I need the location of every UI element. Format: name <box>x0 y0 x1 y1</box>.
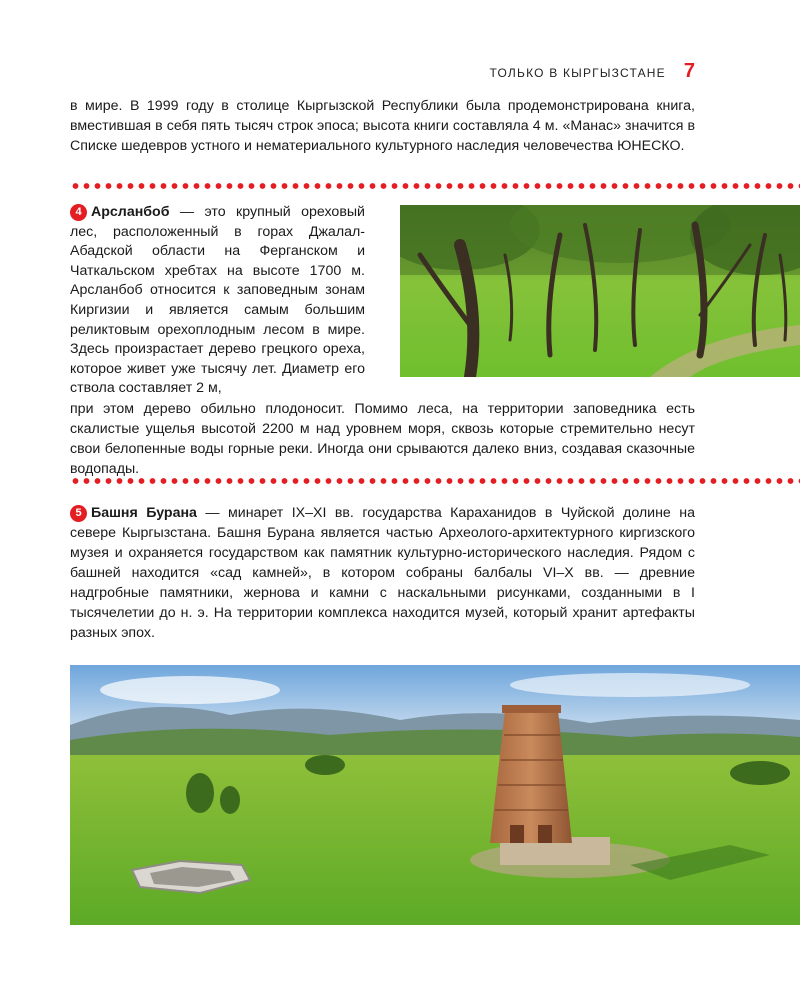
burana-tower-photo <box>70 665 800 925</box>
running-header-title: ТОЛЬКО В КЫРГЫЗСТАНЕ <box>489 66 666 80</box>
running-header <box>490 60 695 83</box>
section-5-paragraph <box>70 503 695 643</box>
section-4-continuation: при этом дерево обильно плодоносит. Помимо леса, на территории заповедника есть скалистые ущелья высотой 2200 м над уровнем моря, сквозь которые стремительно несут свои белопенные воды горные реки. Иногда они срываются далеко вниз, создавая сказочные водопады. <box>70 401 695 477</box>
section-5-text: — минарет IX–XI вв. государства Караханидов в Чуйской долине на севере Кыргызстана. Башня Бурана является частью Археолого-архитектурного киргизского музея и охраняется государством как памятник культурно-исторического наследия. Рядом с башней находится «сад камней», в котором собраны балбалы VI–X вв. — древние надгробные памятники, жернова и камни с наскальными рисунками, созданными в I тысячелетии до н. э. На территории комплекса находится музей, который хранит артефакты разных эпох. <box>70 505 695 641</box>
arslanbob-forest-photo <box>400 205 800 377</box>
intro-paragraph: в мире. В 1999 году в столице Кыргызской Республики была продемонстрирована книга, вместившая в себя пять тысяч строк эпоса; высота книги составляла 4 м. «Манас» значится в Списке шедевров устного и нематериального культурного наследия человечества ЮНЕСКО. <box>70 98 695 154</box>
section-4-title: Арсланбоб <box>91 204 170 220</box>
section-5-title: Башня Бурана <box>91 505 197 521</box>
section-4-paragraph <box>70 203 365 399</box>
dotted-divider <box>70 478 800 484</box>
page-number: 7 <box>683 60 695 82</box>
section-4-text: — это крупный ореховый лес, расположенный в горах Джалал-Абадской области на Ферганском и Чаткальском хребтах на высоте 1700 м. Арсланбоб относится к заповедным зонам Киргизии и является самым большим реликтовым орехоплодным лесом в мире. Здесь произрастает дерево грецкого ореха, которое живет уже тысячу лет. Диаметр его ствола составляет 2 м, <box>70 204 365 397</box>
section-4-number-badge: 4 <box>70 204 87 221</box>
dotted-divider <box>70 183 800 189</box>
section-5-number-badge: 5 <box>70 505 87 522</box>
